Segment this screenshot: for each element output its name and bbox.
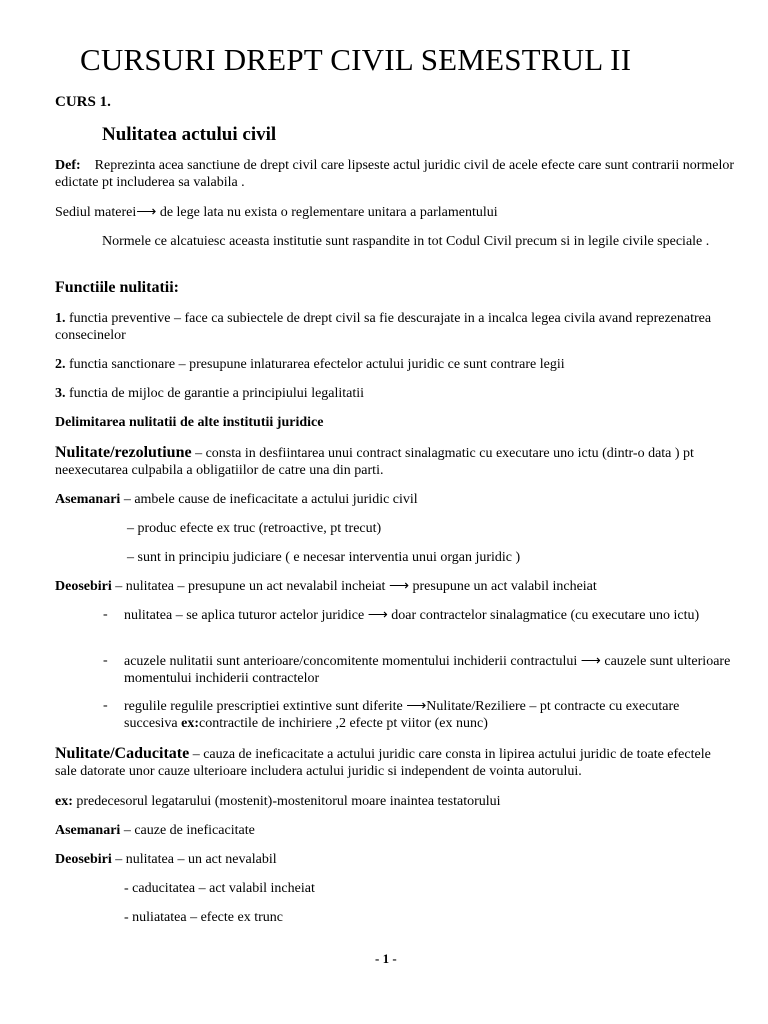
deosebiri-item: acuzele nulitatii sunt anterioare/concomitente momentului inchiderii contractului ⟶ cauzele sunt ulterioare momentului inchiderii contractelor	[124, 654, 731, 686]
example-label: ex:	[181, 716, 200, 731]
function-item-1	[55, 310, 735, 344]
rezolutiune-label: Nulitate/rezolutiune	[55, 444, 192, 461]
deosebiri-text: – nulitatea – presupune un act nevalabil incheiat ⟶ presupune un act valabil incheiat	[111, 579, 597, 594]
function-number: 1.	[55, 311, 66, 326]
deosebiri-item-text: regulile regulile prescriptiei extintive sunt diferite ⟶Nulitate/Reziliere – pt contracte cu executare succesiva	[124, 699, 680, 731]
asemanari-item: – produc efecte ex truc (retroactive, pt trecut)	[127, 521, 382, 536]
asemanari-item: – sunt in principiu judiciare ( e necesar interventia unui organ juridic )	[127, 550, 521, 565]
deosebiri-item: nulitatea – se aplica tuturor actelor juridice ⟶ doar contractelor sinalagmatice (cu executare uno ictu)	[124, 608, 700, 623]
deosebiri-text: – nulitatea – un act nevalabil	[111, 852, 277, 867]
definition-text: Reprezinta acea sanctiune de drept civil care lipseste actul juridic civil de acele efecte care sunt contrarii normelor edictate pt includerea sa valabila .	[55, 158, 735, 190]
function-item-2	[55, 356, 735, 373]
section-title: Nulitatea actului civil	[102, 124, 277, 145]
course-label: CURS 1.	[55, 94, 111, 110]
rezolutiune-paragraph	[55, 444, 735, 479]
page-number: - 1 -	[375, 951, 397, 966]
function-text: functia de mijloc de garantie a principiului legalitatii	[69, 386, 365, 401]
functions-heading: Functiile nulitatii:	[55, 279, 179, 296]
definition-label: Def:	[55, 158, 81, 173]
bullet-dash: -	[103, 607, 108, 622]
caducitate-label: Nulitate/Caducitate	[55, 745, 190, 762]
bullet-dash: -	[103, 653, 108, 668]
definition-paragraph	[55, 157, 735, 191]
function-number: 3.	[55, 386, 66, 401]
deosebiri-label: Deosebiri	[55, 579, 112, 594]
asemanari-label: Asemanari	[55, 492, 121, 507]
function-number: 2.	[55, 357, 66, 372]
example-label: ex:	[55, 794, 73, 809]
deosebiri-paragraph	[55, 578, 735, 595]
sediul-paragraph: Sediul materei⟶ de lege lata nu exista o reglementare unitara a parlamentului	[55, 205, 498, 220]
page-title: CURSURI DREPT CIVIL SEMESTRUL II	[80, 42, 632, 77]
deosebiri-item: - nuliatatea – efecte ex trunc	[124, 910, 283, 925]
rezolutiune-text: – consta in desfiintarea unui contract sinalagmatic cu executare uno ictu (dintr-o data ) pt neexecutarea culpabila a obligatiilor de catre una din parti.	[55, 446, 694, 478]
function-text: functia sanctionare – presupune inlaturarea efectelor actului juridic ce sunt contrare legii	[69, 357, 565, 372]
bullet-dash: -	[103, 698, 108, 713]
normele-paragraph: Normele ce alcatuiesc aceasta institutie sunt raspandite in tot Codul Civil precum si in legile civile speciale .	[102, 234, 710, 249]
caducitate-text: – cauza de ineficacitate a actului juridic care consta in lipirea actului juridic de toate efectele sale datorate unor cauze ulterioare includera actului juridic si independent de vointa autorului.	[55, 747, 711, 779]
asemanari-paragraph	[55, 491, 735, 508]
deosebiri-item-text: contractile de inchiriere ,2 efecte pt viitor (ex nunc)	[199, 716, 488, 731]
deosebiri-item: - caducitatea – act valabil incheiat	[124, 881, 315, 896]
caducitate-paragraph	[55, 745, 735, 780]
deosebiri-item	[124, 698, 734, 732]
asemanari-paragraph-2	[55, 822, 735, 839]
deosebiri-label: Deosebiri	[55, 852, 112, 867]
function-item-3	[55, 385, 735, 402]
delimitation-heading: Delimitarea nulitatii de alte institutii juridice	[55, 415, 324, 430]
example-text: predecesorul legatarului (mostenit)-mostenitorul moare inaintea testatorului	[72, 794, 501, 809]
asemanari-text: – cauze de ineficacitate	[120, 823, 255, 838]
example-paragraph	[55, 793, 735, 810]
asemanari-text: – ambele cause de ineficacitate a actului juridic civil	[120, 492, 418, 507]
deosebiri-paragraph-2	[55, 851, 735, 868]
function-text: functia preventive – face ca subiectele de drept civil sa fie descurajate in a incalca legea civila avand reprezenatrea consecinelor	[55, 311, 712, 343]
asemanari-label: Asemanari	[55, 823, 121, 838]
